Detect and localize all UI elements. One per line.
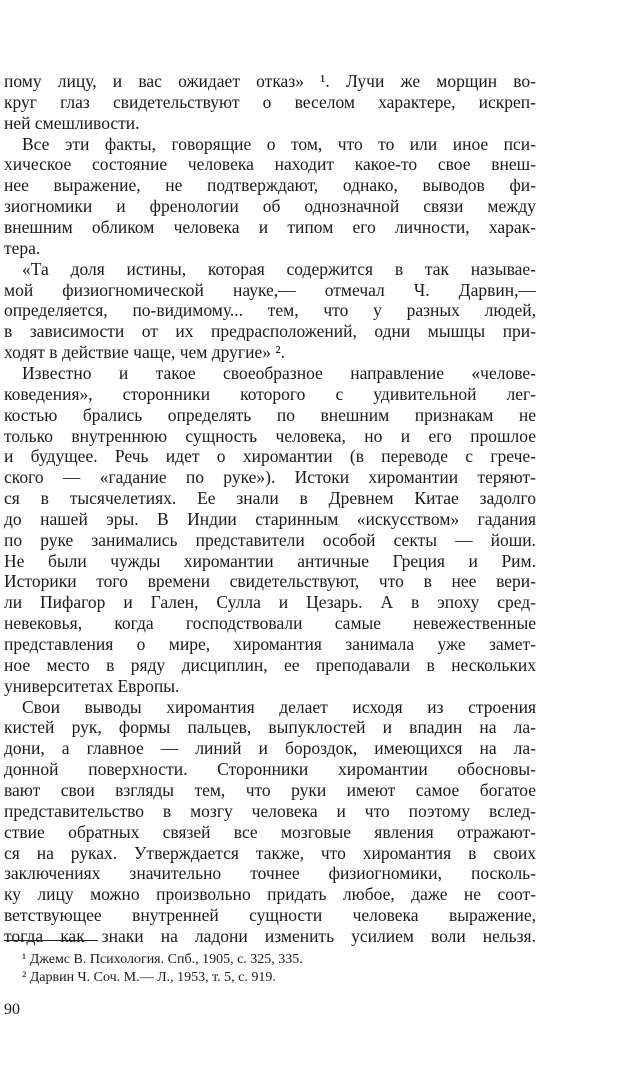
text-line: тера. xyxy=(4,237,41,258)
text-line: тогда как знаки на ладони изменить усилием воли нельзя. xyxy=(4,925,536,946)
text-line: пому лицу, и вас ожидает отказ» ¹. Лучи же морщин во- xyxy=(4,71,536,91)
text-line: ку лицу можно произвольно придать любое, даже не соот- xyxy=(4,884,536,905)
text-line: ся на руках. Утверждается также, что хиромантия в своих xyxy=(4,842,536,863)
text-line: Известно и такое своеобразное направление «челове- xyxy=(22,362,536,383)
text-line: ствие обратных связей все мозговые явления отражают- xyxy=(4,821,536,842)
text-line: нее выражение, не подтверждают, однако, выводов фи- xyxy=(4,175,536,196)
text-line: мой физиогномической науке,— отмечал Ч. Дарвин,— xyxy=(4,279,536,300)
page-number: 90 xyxy=(4,1001,20,1018)
text-line: Не были чужды хиромантии античные Греция и Рим. xyxy=(4,550,536,571)
text-line: дони, а главное — линий и бороздок, имеющихся на ла- xyxy=(4,738,536,759)
text-line: зиогномики и френологии об однозначной связи между xyxy=(4,196,536,217)
footnote-separator xyxy=(4,940,98,941)
text-line: по руке занимались представители особой секты — йоши. xyxy=(4,529,536,550)
text-line: Все эти факты, говорящие о том, что то или иное пси- xyxy=(22,133,536,154)
text-line: университетах Европы. xyxy=(4,675,180,696)
text-line: «Та доля истины, которая содержится в так называе- xyxy=(22,258,536,279)
text-line: представительство в мозгу человека и что поэтому вслед- xyxy=(4,800,536,821)
text-line: только внутреннюю сущность человека, но и его прошлое xyxy=(4,425,536,446)
text-line: ли Пифагор и Гален, Сулла и Цезарь. А в эпоху сред- xyxy=(4,592,536,613)
text-line: ней смешливости. xyxy=(4,112,140,133)
text-line: костью брались определять по внешним признакам не xyxy=(4,404,536,425)
text-line: ветствующее внутренней сущности человека выражение, xyxy=(4,905,536,925)
text-line: заключениях значительно точнее физиогномики, посколь- xyxy=(4,863,536,884)
text-line: вают свои взгляды тем, что руки имеют самое богатое xyxy=(4,779,536,800)
text-line: ского — «гадание по руке»). Истоки хиромантии теряют- xyxy=(4,467,536,488)
text-line: кистей рук, формы пальцев, выпуклостей и впадин на ла- xyxy=(4,717,536,738)
text-line: определяется, по-видимому... тем, что у разных людей, xyxy=(4,300,536,321)
text-line: внешним обликом человека и типом его личности, харак- xyxy=(4,217,536,237)
footnote-2: ² Дарвин Ч. Соч. М.— Л., 1953, т. 5, с. 919. xyxy=(22,970,276,985)
text-line: коведения», сторонники которого с удивительной лег- xyxy=(4,383,536,404)
footnote-1: ¹ Джемс В. Психология. Спб., 1905, с. 325, 335. xyxy=(22,952,303,967)
text-line: и будущее. Речь идет о хиромантии (в переводе с грече- xyxy=(4,446,536,467)
text-line: ходят в действие чаще, чем другие» ². xyxy=(4,342,285,363)
text-line: Историки того времени свидетельствуют, что в нее вери- xyxy=(4,571,536,592)
text-line: в зависимости от их предрасположений, одни мышцы при- xyxy=(4,321,536,342)
text-line: ся в тысячелетиях. Ее знали в Древнем Китае задолго xyxy=(4,488,536,508)
text-line: донной поверхности. Сторонники хиромантии обосновы- xyxy=(4,759,536,780)
text-line: до нашей эры. В Индии старинным «искусством» гадания xyxy=(4,508,536,529)
text-line: Свои выводы хиромантия делает исходя из строения xyxy=(22,696,536,717)
text-line: ное место в ряду дисциплин, ее преподавали в нескольких xyxy=(4,654,536,675)
text-line: представления о мире, хиромантия занимала уже замет- xyxy=(4,634,536,654)
text-line: невековья, когда господствовали самые невежественные xyxy=(4,613,536,634)
text-line: круг глаз свидетельствуют о веселом характере, искреп- xyxy=(4,91,536,112)
text-line: хическое состояние человека находит какое-то свое внеш- xyxy=(4,154,536,175)
